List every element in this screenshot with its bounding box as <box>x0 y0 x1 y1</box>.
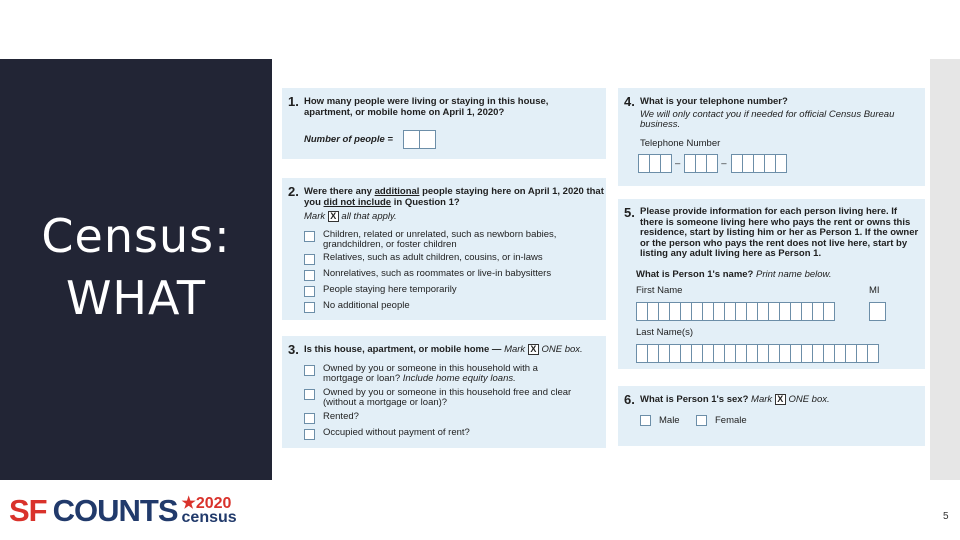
q5-number: 5. <box>624 205 635 220</box>
logo-census: ★2020 census <box>181 495 237 526</box>
q6-text: What is Person 1's sex? Mark X ONE box. <box>640 394 830 406</box>
q2-option[interactable]: People staying here temporarily <box>304 285 457 297</box>
q3-option[interactable]: Rented? <box>304 412 359 424</box>
question-3 <box>282 336 606 448</box>
q2-option[interactable]: Relatives, such as adult children, cousins, or in-laws <box>304 253 543 265</box>
question-2 <box>282 178 606 320</box>
question-4 <box>618 88 925 186</box>
q2-instruction: Mark X all that apply. <box>304 211 397 223</box>
q4-text: What is your telephone number? <box>640 96 788 107</box>
sex-option-male[interactable]: Male <box>640 415 680 426</box>
question-5 <box>618 199 925 369</box>
q5-name-question: What is Person 1's name? Print name below. <box>636 269 832 280</box>
question-6 <box>618 386 925 446</box>
star-icon: ★ <box>181 495 196 512</box>
checkbox[interactable] <box>304 365 315 376</box>
q4-field-label: Telephone Number <box>640 138 721 149</box>
checkbox[interactable] <box>304 231 315 242</box>
first-name-label: First Name <box>636 285 683 296</box>
q1-count-input[interactable] <box>403 130 435 149</box>
q2-text: Were there any additional people staying here on April 1, 2020 that you did not include in Question 1? <box>304 186 604 208</box>
checkbox[interactable] <box>304 302 315 313</box>
checkbox[interactable] <box>304 286 315 297</box>
q1-text: How many people were living or staying in this house, apartment, or mobile home on April 1, 2020? <box>304 96 549 118</box>
logo-counts: COUNTS <box>52 493 178 528</box>
sf-counts-logo <box>9 494 237 528</box>
last-name-label: Last Name(s) <box>636 327 694 338</box>
q3-option[interactable]: Owned by you or someone in this household free and clear (without a mortgage or loan)? <box>304 388 574 408</box>
checkbox[interactable] <box>640 415 651 426</box>
mi-label: MI <box>869 285 880 296</box>
telephone-input[interactable] <box>638 154 786 173</box>
slide-title-line2: WHAT <box>65 271 207 325</box>
checkbox[interactable] <box>304 389 315 400</box>
checkbox[interactable] <box>304 413 315 424</box>
q2-option[interactable]: No additional people <box>304 301 410 313</box>
last-name-input[interactable] <box>636 344 878 366</box>
q2-option[interactable]: Children, related or unrelated, such as newborn babies, grandchildren, or foster children <box>304 230 594 250</box>
middle-initial-input[interactable] <box>869 302 885 324</box>
first-name-input[interactable] <box>636 302 834 324</box>
q6-number: 6. <box>624 392 635 407</box>
phone-dash: – <box>675 158 681 169</box>
logo-sf: SF <box>9 493 47 528</box>
q1-field-label: Number of people = <box>304 134 393 145</box>
q3-text: Is this house, apartment, or mobile home — Mark X ONE box. <box>304 344 583 356</box>
q3-option[interactable]: Occupied without payment of rent? <box>304 428 470 440</box>
q2-number: 2. <box>288 184 299 199</box>
q3-option[interactable]: Owned by you or someone in this household with a mortgage or loan? Include home equity loans. <box>304 364 574 384</box>
q3-number: 3. <box>288 342 299 357</box>
checkbox[interactable] <box>304 270 315 281</box>
q4-number: 4. <box>624 94 635 109</box>
q2-option[interactable]: Nonrelatives, such as roommates or live-in babysitters <box>304 269 551 281</box>
page-number: 5 <box>943 511 949 522</box>
question-1 <box>282 88 606 159</box>
q5-text: Please provide information for each person living here. If there is someone living here who pays the rent or owns this residence, start by listing him or her as Person 1. If the owner or the person who pays the rent does not live here, start by listing any adult living here as Person 1. <box>640 206 919 259</box>
phone-dash: – <box>721 158 727 169</box>
slide-title <box>0 205 272 329</box>
form-scroll-edge <box>930 59 960 480</box>
q1-number: 1. <box>288 94 299 109</box>
sex-option-female[interactable]: Female <box>696 415 747 426</box>
mark-x-icon: X <box>528 344 539 355</box>
slide-title-line1: Census: <box>41 209 231 263</box>
q4-note: We will only contact you if needed for official Census Bureau business. <box>640 109 895 130</box>
q1-count-row <box>304 130 435 149</box>
mark-x-icon: X <box>775 394 786 405</box>
mark-x-icon: X <box>328 211 339 222</box>
checkbox[interactable] <box>696 415 707 426</box>
checkbox[interactable] <box>304 254 315 265</box>
checkbox[interactable] <box>304 429 315 440</box>
